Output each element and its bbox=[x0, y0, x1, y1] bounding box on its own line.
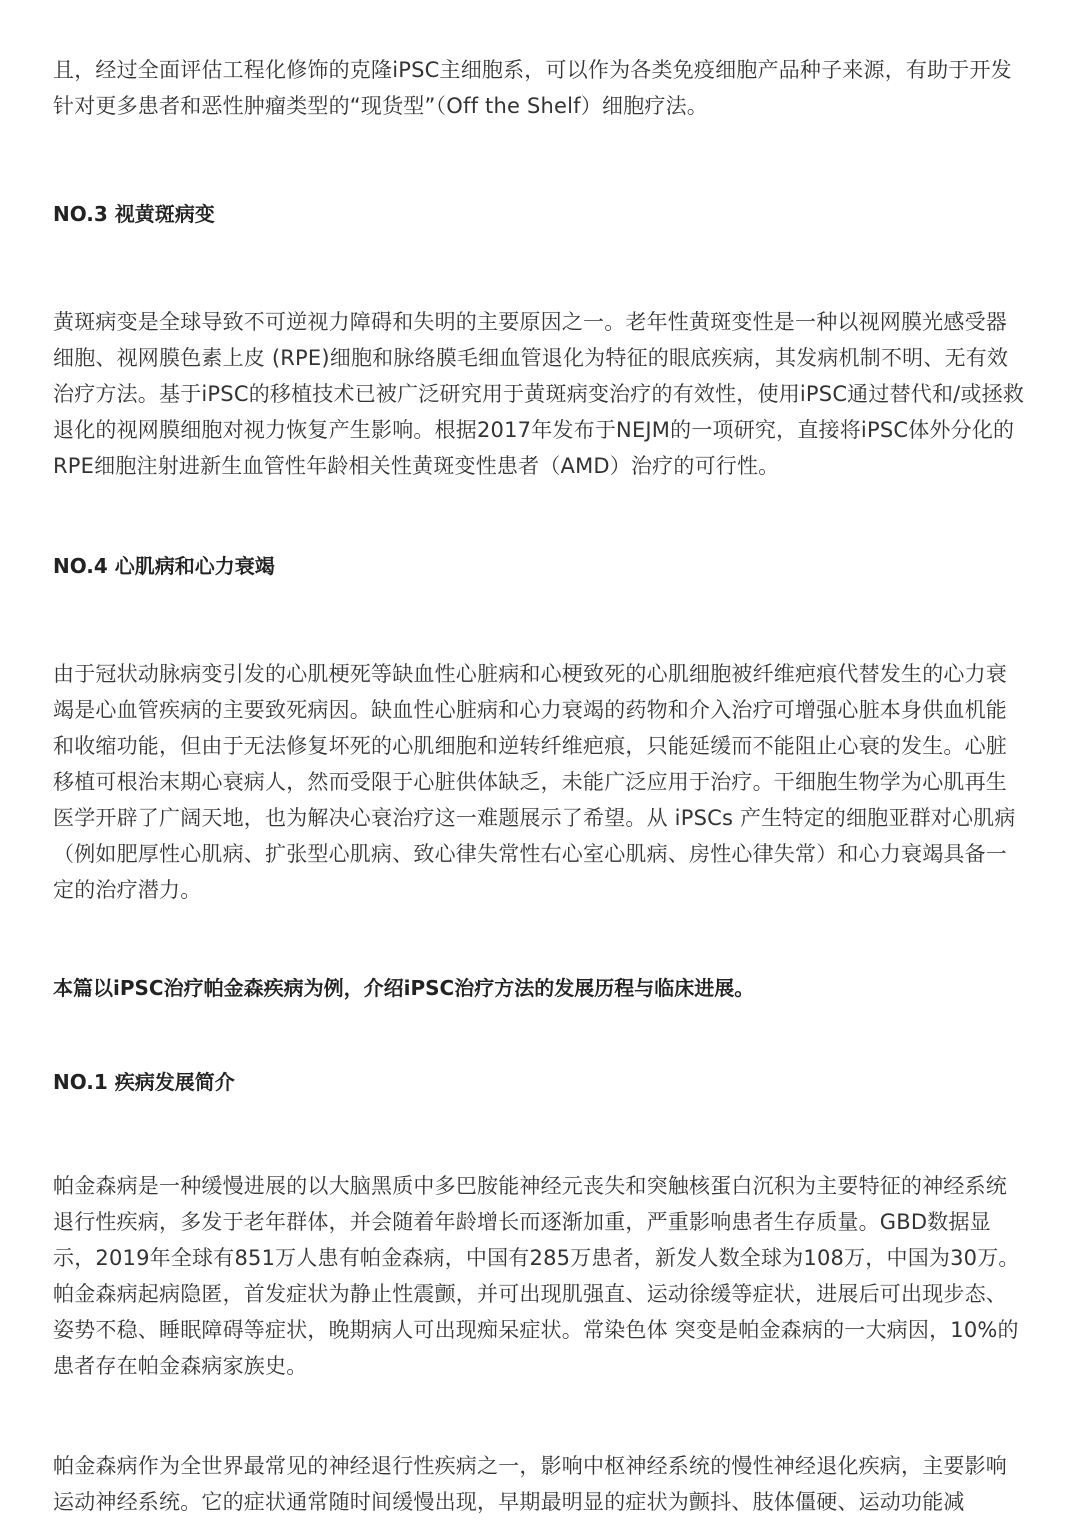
intro-paragraph: 且，经过全面评估工程化修饰的克隆iPSC主细胞系，可以作为各类免疫细胞产品种子来源，有助于开发针对更多患者和恶性肿瘤类型的“现货型”（Off the Shelf）细胞疗法。 bbox=[53, 58, 1012, 118]
section-heading-macular: NO.3 视黄斑病变 bbox=[53, 202, 215, 226]
cardiomyopathy-paragraph: 由于冠状动脉病变引发的心肌梗死等缺血性心脏病和心梗致死的心肌细胞被纤维疤痕代替发生的心力衰竭是心血管疾病的主要致死病因。缺血性心脏病和心力衰竭的药物和介入治疗可增强心脏本身供血机能和收缩功能，但由于无法修复坏死的心肌细胞和逆转纤维疤痕，只能延缓而不能阻止心衰的发生。心脏移植可根治末期心衰病人，然而受限于心脏供体缺乏，未能广泛应用于治疗。干细胞生物学为心肌再生医学开辟了广阔天地，也为解决心衰治疗这一难题展示了希望。从 iPSCs 产生特定的细胞亚群对心肌病（例如肥厚性心肌病、扩张型心肌病、致心律失常性右心室心肌病、房性心律失常）和心力衰竭具备一定的治疗潜力。 bbox=[53, 662, 1016, 902]
parkinson-paragraph-2: 帕金森病作为全世界最常见的神经退行性疾病之一，影响中枢神经系统的慢性神经退化疾病，主要影响运动神经系统。它的症状通常随时间缓慢出现，早期最明显的症状为颤抖、肢体僵硬、运动功能减 bbox=[53, 1454, 1007, 1514]
section-heading-cardiomyopathy: NO.4 心肌病和心力衰竭 bbox=[53, 554, 275, 578]
macular-paragraph: 黄斑病变是全球导致不可逆视力障碍和失明的主要原因之一。老年性黄斑变性是一种以视网膜光感受器细胞、视网膜色素上皮 (RPE)细胞和脉络膜毛细血管退化为特征的眼底疾病，其发病机制不明、无有效治疗方法。基于iPSC的移植技术已被广泛研究用于黄斑病变治疗的有效性，使用iPSC通过替代和/或拯救退化的视网膜细胞对视力恢复产生影响。根据2017年发布于NEJM的一项研究，直接将iPSC体外分化的RPE细胞注射进新生血管性年龄相关性黄斑变性患者（AMD）治疗的可行性。 bbox=[53, 310, 1025, 478]
article-body bbox=[53, 52, 1028, 1520]
section-heading-disease-intro: NO.1 疾病发展简介 bbox=[53, 1070, 235, 1094]
lead-statement: 本篇以iPSC治疗帕金森疾病为例，介绍iPSC治疗方法的发展历程与临床进展。 bbox=[53, 976, 755, 1000]
parkinson-paragraph-1: 帕金森病是一种缓慢进展的以大脑黑质中多巴胺能神经元丧失和突触核蛋白沉积为主要特征的神经系统退行性疾病，多发于老年群体，并会随着年龄增长而逐渐加重，严重影响患者生存质量。GBD数据显示，2019年全球有851万人患有帕金森病，中国有285万患者，新发人数全球为108万，中国为30万。帕金森病起病隐匿，首发症状为静止性震颤，并可出现肌强直、运动徐缓等症状，进展后可出现步态、姿势不稳、睡眠障碍等症状，晚期病人可出现痴呆症状。常染色体 突变是帕金森病的一大病因，10%的患者存在帕金森病家族史。 bbox=[53, 1174, 1020, 1378]
